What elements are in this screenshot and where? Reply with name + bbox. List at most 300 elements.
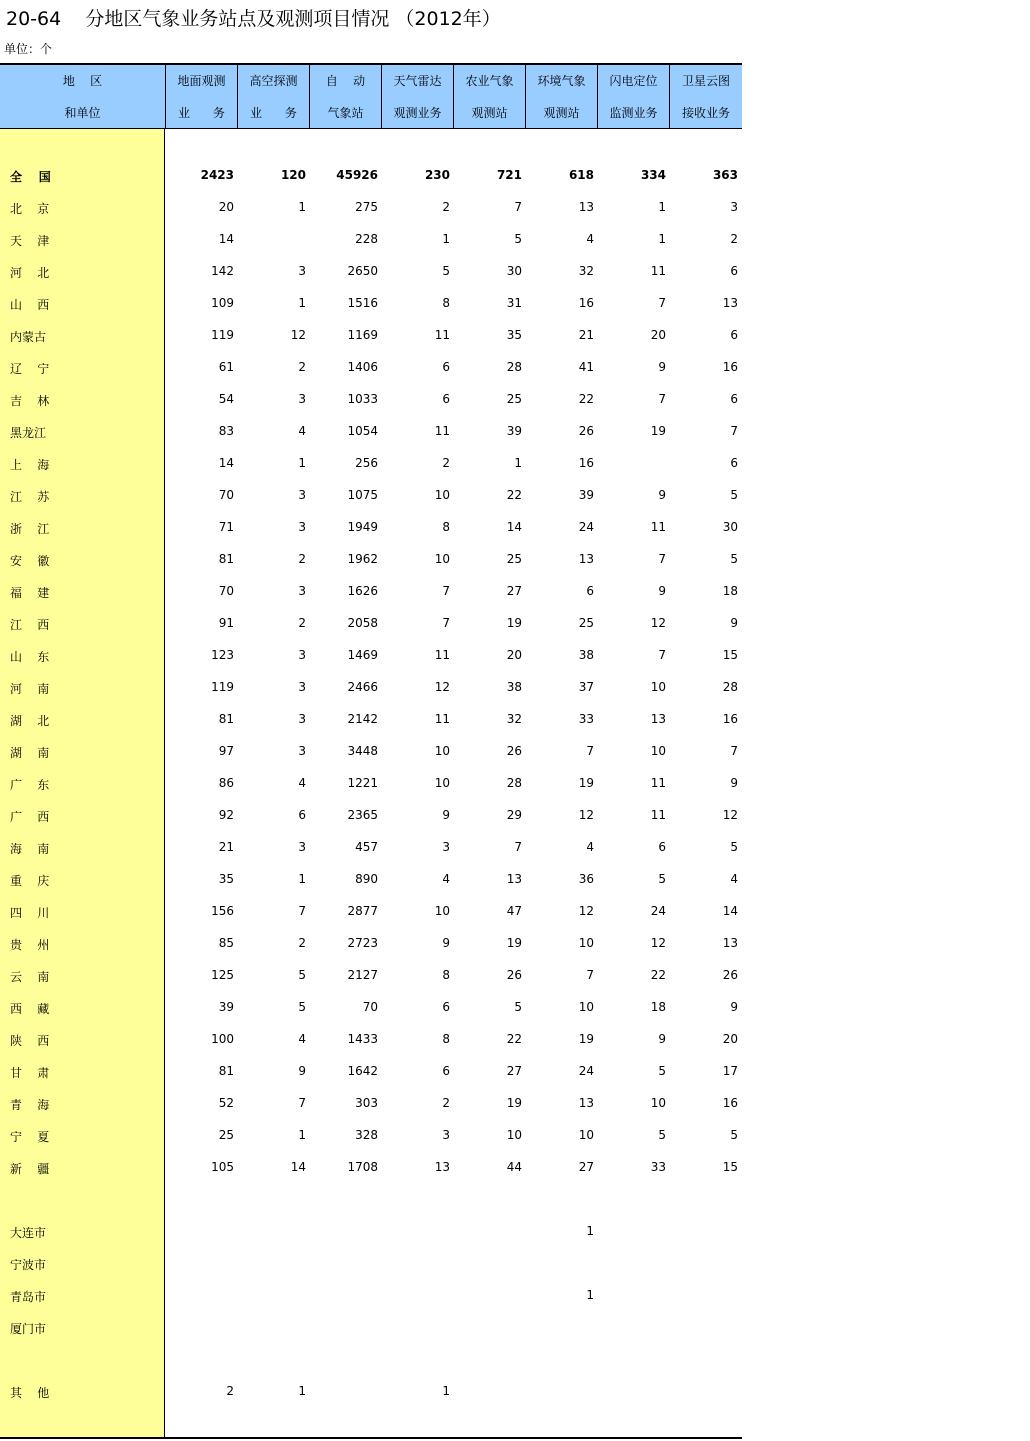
table-cell: 228 bbox=[355, 232, 378, 246]
table-cell: 12 bbox=[434, 680, 450, 694]
table-cell: 1708 bbox=[347, 1160, 378, 1174]
table-row bbox=[0, 1248, 742, 1280]
table-cell: 2 bbox=[226, 1384, 234, 1398]
table-row bbox=[0, 256, 742, 288]
table-cell: 26 bbox=[506, 744, 522, 758]
table-cell: 1033 bbox=[347, 392, 378, 406]
table-cell: 12 bbox=[290, 328, 306, 342]
table-row bbox=[0, 896, 742, 928]
region-name: 青岛市 bbox=[10, 1290, 47, 1304]
table-cell: 13 bbox=[650, 712, 666, 726]
table-cell: 2058 bbox=[347, 616, 378, 630]
table-cell: 3 bbox=[442, 1128, 450, 1142]
table-cell: 25 bbox=[218, 1128, 234, 1142]
table-cell: 38 bbox=[506, 680, 522, 694]
region-name: 宁波市 bbox=[10, 1258, 47, 1272]
table-cell: 14 bbox=[218, 232, 234, 246]
table-cell: 70 bbox=[362, 1000, 378, 1014]
table-cell: 2650 bbox=[347, 264, 378, 278]
table-cell: 5 bbox=[730, 552, 738, 566]
region-name: 海 南 bbox=[10, 842, 50, 856]
table-cell: 16 bbox=[578, 456, 594, 470]
table-cell: 30 bbox=[722, 520, 738, 534]
table-cell: 83 bbox=[218, 424, 234, 438]
table-cell: 457 bbox=[355, 840, 378, 854]
table-row bbox=[0, 704, 742, 736]
table-cell: 61 bbox=[218, 360, 234, 374]
region-name: 广 西 bbox=[10, 810, 50, 824]
table-cell: 19 bbox=[506, 936, 522, 950]
table-cell: 1 bbox=[514, 456, 522, 470]
header-environment-meteorology: 环境气象 观测站 bbox=[526, 65, 598, 128]
table-cell: 3 bbox=[298, 680, 306, 694]
table-cell: 2 bbox=[298, 360, 306, 374]
table-cell: 721 bbox=[496, 168, 522, 182]
header-surface-observation: 地面观测 业 务 bbox=[166, 65, 238, 128]
table-cell: 8 bbox=[442, 296, 450, 310]
table-cell: 256 bbox=[355, 456, 378, 470]
table-cell: 303 bbox=[355, 1096, 378, 1110]
table-row bbox=[0, 416, 742, 448]
table-cell: 14 bbox=[290, 1160, 306, 1174]
table-cell: 6 bbox=[442, 392, 450, 406]
table-cell: 9 bbox=[658, 488, 666, 502]
table-cell: 7 bbox=[658, 552, 666, 566]
table-cell: 9 bbox=[658, 584, 666, 598]
table-cell: 1054 bbox=[347, 424, 378, 438]
table-cell: 10 bbox=[578, 1128, 594, 1142]
table-cell: 3 bbox=[298, 712, 306, 726]
table-cell: 13 bbox=[506, 872, 522, 886]
table-cell: 2 bbox=[730, 232, 738, 246]
table-cell: 70 bbox=[218, 584, 234, 598]
table-cell: 119 bbox=[211, 680, 234, 694]
table-cell: 20 bbox=[722, 1032, 738, 1046]
table-row bbox=[0, 608, 742, 640]
table-cell: 1 bbox=[586, 1288, 594, 1302]
table-cell: 1 bbox=[442, 1384, 450, 1398]
region-name: 浙 江 bbox=[10, 522, 50, 536]
table-cell: 18 bbox=[722, 584, 738, 598]
table-cell: 11 bbox=[434, 648, 450, 662]
table-cell: 2 bbox=[298, 552, 306, 566]
table-row bbox=[0, 192, 742, 224]
table-cell: 230 bbox=[424, 168, 450, 182]
table-cell: 17 bbox=[722, 1064, 738, 1078]
table-cell: 20 bbox=[218, 200, 234, 214]
region-name: 云 南 bbox=[10, 970, 50, 984]
table-row bbox=[0, 224, 742, 256]
table-cell: 10 bbox=[434, 488, 450, 502]
table-row bbox=[0, 992, 742, 1024]
table-cell: 5 bbox=[730, 1128, 738, 1142]
table-cell: 25 bbox=[578, 616, 594, 630]
table-cell: 47 bbox=[506, 904, 522, 918]
table-cell: 2 bbox=[298, 616, 306, 630]
region-name: 辽 宁 bbox=[10, 362, 50, 376]
table-cell: 19 bbox=[578, 1032, 594, 1046]
table-cell: 26 bbox=[506, 968, 522, 982]
table-row bbox=[0, 1152, 742, 1184]
table-cell: 10 bbox=[434, 744, 450, 758]
table-cell: 20 bbox=[506, 648, 522, 662]
table-cell: 1642 bbox=[347, 1064, 378, 1078]
table-cell: 1 bbox=[658, 200, 666, 214]
table-cell: 2127 bbox=[347, 968, 378, 982]
table-cell: 15 bbox=[722, 1160, 738, 1174]
table-cell: 24 bbox=[650, 904, 666, 918]
table-cell: 1406 bbox=[347, 360, 378, 374]
region-name: 贵 州 bbox=[10, 938, 50, 952]
table-cell: 109 bbox=[211, 296, 234, 310]
table-cell: 39 bbox=[218, 1000, 234, 1014]
table-cell: 890 bbox=[355, 872, 378, 886]
table-cell: 5 bbox=[658, 872, 666, 886]
table-row bbox=[0, 544, 742, 576]
table-cell: 28 bbox=[506, 360, 522, 374]
table-cell: 33 bbox=[650, 1160, 666, 1174]
table-cell: 16 bbox=[722, 360, 738, 374]
table-cell: 1 bbox=[298, 872, 306, 886]
table-cell: 1949 bbox=[347, 520, 378, 534]
table-cell: 3 bbox=[298, 648, 306, 662]
table-cell: 5 bbox=[730, 840, 738, 854]
table-cell: 19 bbox=[506, 616, 522, 630]
table-cell: 52 bbox=[218, 1096, 234, 1110]
table-cell: 119 bbox=[211, 328, 234, 342]
table-cell: 11 bbox=[650, 264, 666, 278]
table-cell: 105 bbox=[211, 1160, 234, 1174]
table-cell: 9 bbox=[442, 936, 450, 950]
table-cell: 3 bbox=[298, 840, 306, 854]
table-row bbox=[0, 1024, 742, 1056]
table-cell: 10 bbox=[506, 1128, 522, 1142]
table-cell: 27 bbox=[506, 584, 522, 598]
table-cell: 1169 bbox=[347, 328, 378, 342]
table-cell: 10 bbox=[650, 1096, 666, 1110]
unit-label: 单位：个 bbox=[4, 42, 53, 56]
table-cell: 33 bbox=[578, 712, 594, 726]
region-name: 新 疆 bbox=[10, 1162, 50, 1176]
table-cell: 4 bbox=[586, 840, 594, 854]
table-cell: 27 bbox=[578, 1160, 594, 1174]
region-name: 山 西 bbox=[10, 298, 50, 312]
region-name: 福 建 bbox=[10, 586, 50, 600]
table-cell: 4 bbox=[586, 232, 594, 246]
table-row bbox=[0, 288, 742, 320]
region-name: 其 他 bbox=[10, 1386, 50, 1400]
table-cell: 24 bbox=[578, 1064, 594, 1078]
table-cell: 363 bbox=[712, 168, 738, 182]
table-cell: 16 bbox=[722, 712, 738, 726]
page-title: 20-64 分地区气象业务站点及观测项目情况 （2012年） bbox=[6, 8, 501, 30]
region-name: 河 南 bbox=[10, 682, 50, 696]
table-row bbox=[0, 928, 742, 960]
table-cell: 3 bbox=[298, 744, 306, 758]
region-name: 江 苏 bbox=[10, 490, 50, 504]
table-cell: 24 bbox=[578, 520, 594, 534]
table-cell: 9 bbox=[442, 808, 450, 822]
table-cell: 5 bbox=[298, 1000, 306, 1014]
table-row bbox=[0, 320, 742, 352]
table-row bbox=[0, 1088, 742, 1120]
region-name: 陕 西 bbox=[10, 1034, 50, 1048]
table-cell: 1469 bbox=[347, 648, 378, 662]
table-cell: 30 bbox=[506, 264, 522, 278]
table-cell: 18 bbox=[650, 1000, 666, 1014]
region-name: 四 川 bbox=[10, 906, 50, 920]
table-cell: 1 bbox=[298, 200, 306, 214]
table-cell: 5 bbox=[514, 232, 522, 246]
table-cell: 5 bbox=[658, 1064, 666, 1078]
table-row bbox=[0, 832, 742, 864]
region-name: 北 京 bbox=[10, 202, 50, 216]
region-name: 湖 南 bbox=[10, 746, 50, 760]
table-cell: 125 bbox=[211, 968, 234, 982]
table-cell: 22 bbox=[650, 968, 666, 982]
table-cell: 7 bbox=[730, 424, 738, 438]
table-cell: 12 bbox=[578, 904, 594, 918]
table-cell: 8 bbox=[442, 968, 450, 982]
region-name: 大连市 bbox=[10, 1226, 47, 1240]
table-cell: 20 bbox=[650, 328, 666, 342]
table-cell: 85 bbox=[218, 936, 234, 950]
table-cell: 28 bbox=[506, 776, 522, 790]
table-cell: 2 bbox=[298, 936, 306, 950]
table-cell: 22 bbox=[506, 488, 522, 502]
table-cell: 71 bbox=[218, 520, 234, 534]
table-cell: 8 bbox=[442, 1032, 450, 1046]
table-cell: 2877 bbox=[347, 904, 378, 918]
table-cell: 1962 bbox=[347, 552, 378, 566]
region-name: 河 北 bbox=[10, 266, 50, 280]
table-cell: 5 bbox=[658, 1128, 666, 1142]
region-name: 宁 夏 bbox=[10, 1130, 50, 1144]
table-cell: 4 bbox=[730, 872, 738, 886]
region-name: 安 徽 bbox=[10, 554, 50, 568]
table-cell: 81 bbox=[218, 1064, 234, 1078]
table-cell: 19 bbox=[506, 1096, 522, 1110]
table-cell: 41 bbox=[578, 360, 594, 374]
table-cell: 14 bbox=[722, 904, 738, 918]
table-cell: 123 bbox=[211, 648, 234, 662]
region-name: 天 津 bbox=[10, 234, 50, 248]
table-cell: 6 bbox=[298, 808, 306, 822]
table-row bbox=[0, 736, 742, 768]
table-row bbox=[0, 1216, 742, 1248]
table-cell: 27 bbox=[506, 1064, 522, 1078]
table-cell: 2 bbox=[442, 200, 450, 214]
table-cell: 6 bbox=[658, 840, 666, 854]
table-cell: 86 bbox=[218, 776, 234, 790]
table-row bbox=[0, 384, 742, 416]
table-cell: 7 bbox=[514, 840, 522, 854]
table-cell: 1 bbox=[298, 456, 306, 470]
header-automatic-station: 自 动 气象站 bbox=[310, 65, 382, 128]
table-cell: 92 bbox=[218, 808, 234, 822]
table-cell: 11 bbox=[650, 808, 666, 822]
table-cell: 25 bbox=[506, 392, 522, 406]
table-cell: 4 bbox=[298, 1032, 306, 1046]
header-upper-air: 高空探测 业 务 bbox=[238, 65, 310, 128]
table-cell: 120 bbox=[280, 168, 306, 182]
table-row bbox=[0, 800, 742, 832]
table-cell: 4 bbox=[442, 872, 450, 886]
table-cell: 10 bbox=[650, 744, 666, 758]
table-cell: 44 bbox=[506, 1160, 522, 1174]
table-cell: 6 bbox=[586, 584, 594, 598]
table-cell: 13 bbox=[578, 552, 594, 566]
table-cell: 7 bbox=[298, 1096, 306, 1110]
table-cell: 1516 bbox=[347, 296, 378, 310]
table-cell: 13 bbox=[434, 1160, 450, 1174]
table-row bbox=[0, 640, 742, 672]
header-agro-meteorology: 农业气象 观测站 bbox=[454, 65, 526, 128]
region-name: 厦门市 bbox=[10, 1322, 47, 1336]
table-cell: 31 bbox=[506, 296, 522, 310]
region-name: 重 庆 bbox=[10, 874, 50, 888]
table-cell: 11 bbox=[650, 520, 666, 534]
table-cell: 39 bbox=[506, 424, 522, 438]
table-cell: 70 bbox=[218, 488, 234, 502]
table-row bbox=[0, 576, 742, 608]
table-cell: 9 bbox=[658, 360, 666, 374]
header-weather-radar: 天气雷达 观测业务 bbox=[382, 65, 454, 128]
region-name: 内蒙古 bbox=[10, 330, 47, 344]
table-cell: 9 bbox=[730, 1000, 738, 1014]
table-cell: 6 bbox=[442, 1000, 450, 1014]
table-cell: 10 bbox=[578, 1000, 594, 1014]
table-cell: 10 bbox=[578, 936, 594, 950]
table-cell: 16 bbox=[578, 296, 594, 310]
table-bottom-border bbox=[0, 1437, 742, 1439]
table-cell: 7 bbox=[658, 392, 666, 406]
table-cell: 9 bbox=[730, 776, 738, 790]
table-cell: 26 bbox=[722, 968, 738, 982]
table-cell: 21 bbox=[218, 840, 234, 854]
table-cell: 6 bbox=[442, 360, 450, 374]
table-cell: 1 bbox=[298, 296, 306, 310]
table-cell: 3 bbox=[298, 392, 306, 406]
table-cell: 35 bbox=[506, 328, 522, 342]
table-cell: 334 bbox=[640, 168, 666, 182]
table-cell: 100 bbox=[211, 1032, 234, 1046]
table-cell: 6 bbox=[730, 328, 738, 342]
table-cell: 5 bbox=[442, 264, 450, 278]
table-row bbox=[0, 672, 742, 704]
table-cell: 10 bbox=[650, 680, 666, 694]
table-cell: 5 bbox=[730, 488, 738, 502]
table-cell: 97 bbox=[218, 744, 234, 758]
table-cell: 10 bbox=[434, 904, 450, 918]
table-cell: 1 bbox=[658, 232, 666, 246]
table-cell: 21 bbox=[578, 328, 594, 342]
table-row bbox=[0, 768, 742, 800]
table-cell: 22 bbox=[506, 1032, 522, 1046]
table-cell: 275 bbox=[355, 200, 378, 214]
table-cell: 3 bbox=[442, 840, 450, 854]
table-cell: 3 bbox=[730, 200, 738, 214]
header-region: 地 区 和单位 bbox=[0, 65, 166, 128]
table-cell: 6 bbox=[730, 264, 738, 278]
table-cell: 14 bbox=[506, 520, 522, 534]
table-cell: 7 bbox=[442, 616, 450, 630]
table-cell: 13 bbox=[722, 936, 738, 950]
table-row bbox=[0, 1280, 742, 1312]
table-cell: 16 bbox=[722, 1096, 738, 1110]
table-cell: 6 bbox=[730, 456, 738, 470]
table-cell: 32 bbox=[578, 264, 594, 278]
region-name: 广 东 bbox=[10, 778, 50, 792]
table-cell: 7 bbox=[586, 744, 594, 758]
table-cell: 1626 bbox=[347, 584, 378, 598]
table-cell: 3 bbox=[298, 520, 306, 534]
table-cell: 4 bbox=[298, 776, 306, 790]
table-cell: 14 bbox=[218, 456, 234, 470]
table-cell: 81 bbox=[218, 552, 234, 566]
region-name: 西 藏 bbox=[10, 1002, 50, 1016]
region-name: 甘 肃 bbox=[10, 1066, 50, 1080]
table-cell: 1 bbox=[586, 1224, 594, 1238]
table-cell: 35 bbox=[218, 872, 234, 886]
table-cell: 12 bbox=[722, 808, 738, 822]
region-name: 江 西 bbox=[10, 618, 50, 632]
table-cell: 13 bbox=[578, 1096, 594, 1110]
table-cell: 2142 bbox=[347, 712, 378, 726]
table-cell: 12 bbox=[650, 936, 666, 950]
table-cell: 7 bbox=[586, 968, 594, 982]
table-cell: 11 bbox=[434, 424, 450, 438]
table-cell: 618 bbox=[568, 168, 594, 182]
header-lightning-location: 闪电定位 监测业务 bbox=[598, 65, 670, 128]
table-row bbox=[0, 1120, 742, 1152]
table-cell: 7 bbox=[658, 296, 666, 310]
table-cell: 5 bbox=[298, 968, 306, 982]
region-name: 上 海 bbox=[10, 458, 50, 472]
table-cell: 5 bbox=[514, 1000, 522, 1014]
table-cell: 3 bbox=[298, 584, 306, 598]
table-row bbox=[0, 864, 742, 896]
table-cell: 11 bbox=[434, 712, 450, 726]
region-name: 湖 北 bbox=[10, 714, 50, 728]
table-cell: 22 bbox=[578, 392, 594, 406]
table-cell: 11 bbox=[650, 776, 666, 790]
table-cell: 3 bbox=[298, 264, 306, 278]
table-cell: 38 bbox=[578, 648, 594, 662]
table-row bbox=[0, 960, 742, 992]
header-satellite-cloud: 卫星云图 接收业务 bbox=[681, 74, 730, 120]
table-cell: 91 bbox=[218, 616, 234, 630]
table-cell: 156 bbox=[211, 904, 234, 918]
table-cell: 2723 bbox=[347, 936, 378, 950]
table-cell: 12 bbox=[650, 616, 666, 630]
region-name: 山 东 bbox=[10, 650, 50, 664]
table-cell: 37 bbox=[578, 680, 594, 694]
region-name: 青 海 bbox=[10, 1098, 50, 1112]
table-row bbox=[0, 512, 742, 544]
table-cell: 6 bbox=[730, 392, 738, 406]
table-cell: 19 bbox=[578, 776, 594, 790]
table-cell: 7 bbox=[514, 200, 522, 214]
region-name: 全 国 bbox=[10, 170, 51, 184]
table-cell: 13 bbox=[722, 296, 738, 310]
table-cell: 19 bbox=[650, 424, 666, 438]
table-cell: 13 bbox=[578, 200, 594, 214]
table-cell: 8 bbox=[442, 520, 450, 534]
table-cell: 11 bbox=[434, 328, 450, 342]
table-row bbox=[0, 352, 742, 384]
table-cell: 9 bbox=[298, 1064, 306, 1078]
